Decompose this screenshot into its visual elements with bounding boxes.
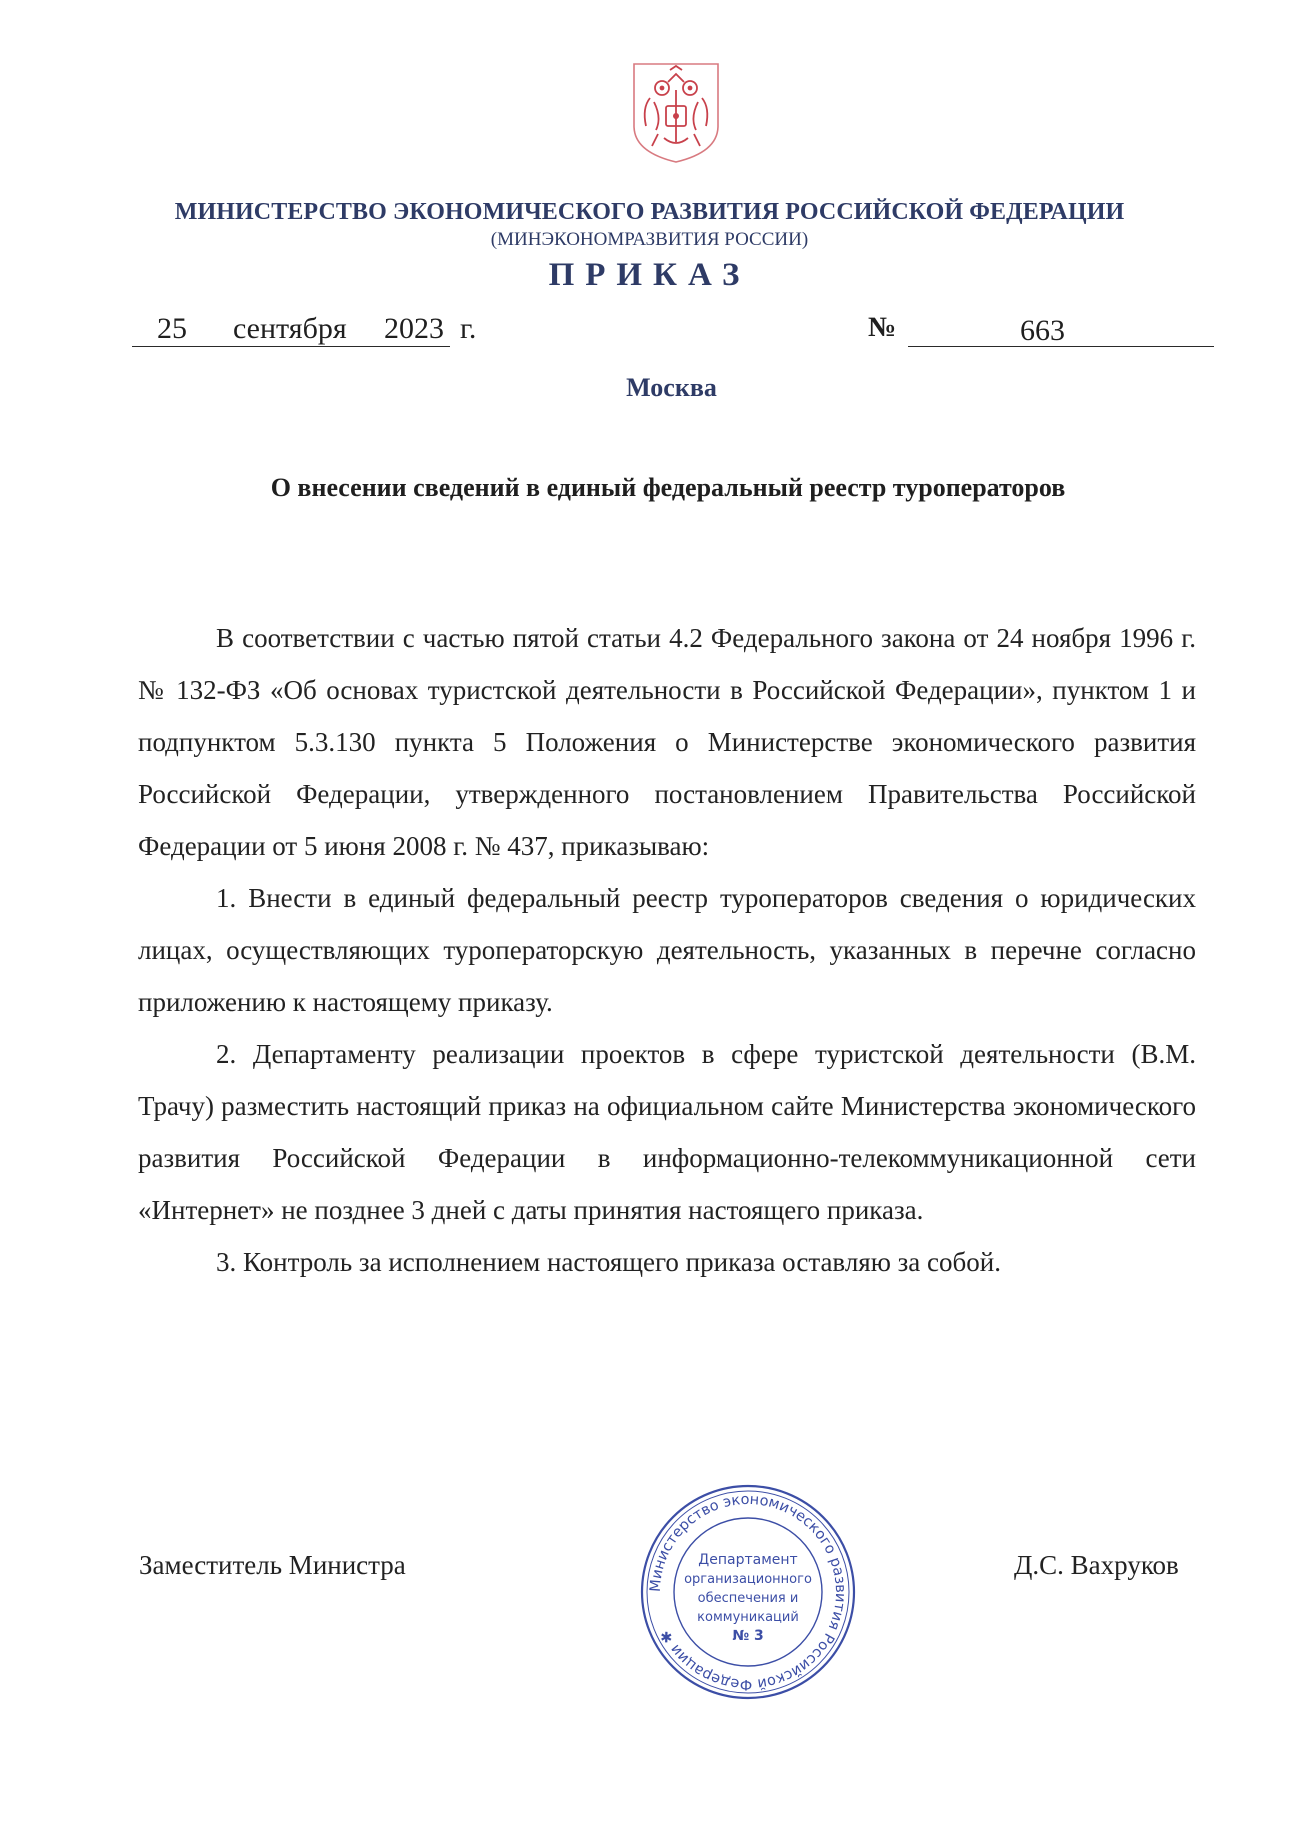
seal-line-5: № 3 xyxy=(732,1628,764,1644)
official-seal-icon xyxy=(638,1482,858,1702)
ministry-name: МИНИСТЕРСТВО ЭКОНОМИЧЕСКОГО РАЗВИТИЯ РОССИЙСКОЙ ФЕДЕРАЦИИ xyxy=(174,199,1125,225)
order-body xyxy=(138,612,1196,1288)
body-preamble: В соответствии с частью пятой статьи 4.2 Федерального закона от 24 ноября 1996 г. № 132-ФЗ «Об основах туристской деятельности в Российской Федерации», пунктом 1 и подпунктом 5.3.130 пункта 5 Положения о Министерстве экономического развития Российской Федерации, утвержденного постановлением Правительства Российской Федерации от 5 июня 2008 г. № 437, приказываю: xyxy=(138,623,1196,861)
seal-ring-text: Министерство экономического развития Российской Федерации ✱ xyxy=(647,1491,849,1693)
body-item-1: 1. Внести в единый федеральный реестр туроператоров сведения о юридических лицах, осуществляющих туроператорскую деятельность, указанных в перечне согласно приложению к настоящему приказу. xyxy=(138,883,1196,1017)
signatory-name: Д.С. Вахруков xyxy=(1014,1550,1179,1580)
order-subject: О внесении сведений в единый федеральный реестр туроператоров xyxy=(270,473,1066,502)
number-underline xyxy=(908,346,1214,347)
date-month: сентября xyxy=(233,312,347,345)
date-underline xyxy=(132,346,450,347)
signatory-title: Заместитель Министра xyxy=(139,1550,406,1580)
seal-line-3: обеспечения и xyxy=(697,1591,799,1606)
seal-line-2: организационного xyxy=(684,1572,812,1587)
city: Москва xyxy=(626,373,717,402)
number-sign: № xyxy=(868,312,897,343)
seal-line-1: Департамент xyxy=(698,1552,798,1568)
date-year: 2023 xyxy=(384,312,444,345)
date-year-suffix: г. xyxy=(460,312,477,345)
document-type: ПРИКАЗ xyxy=(548,257,751,293)
order-number: 663 xyxy=(1020,314,1065,347)
body-item-3: 3. Контроль за исполнением настоящего приказа оставляю за собой. xyxy=(216,1247,1001,1277)
coat-of-arms-icon xyxy=(628,60,724,166)
body-item-2: 2. Департаменту реализации проектов в сфере туристской деятельности (В.М. Трачу) разместить настоящий приказ на официальном сайте Министерства экономического развития Российской Федерации в информационно-телекоммуникационной сети «Интернет» не позднее 3 дней с даты принятия настоящего приказа. xyxy=(138,1039,1196,1225)
seal-line-4: коммуникаций xyxy=(697,1610,799,1625)
ministry-short-name: (МИНЭКОНОМРАЗВИТИЯ РОССИИ) xyxy=(490,229,809,250)
date-day: 25 xyxy=(157,312,187,345)
